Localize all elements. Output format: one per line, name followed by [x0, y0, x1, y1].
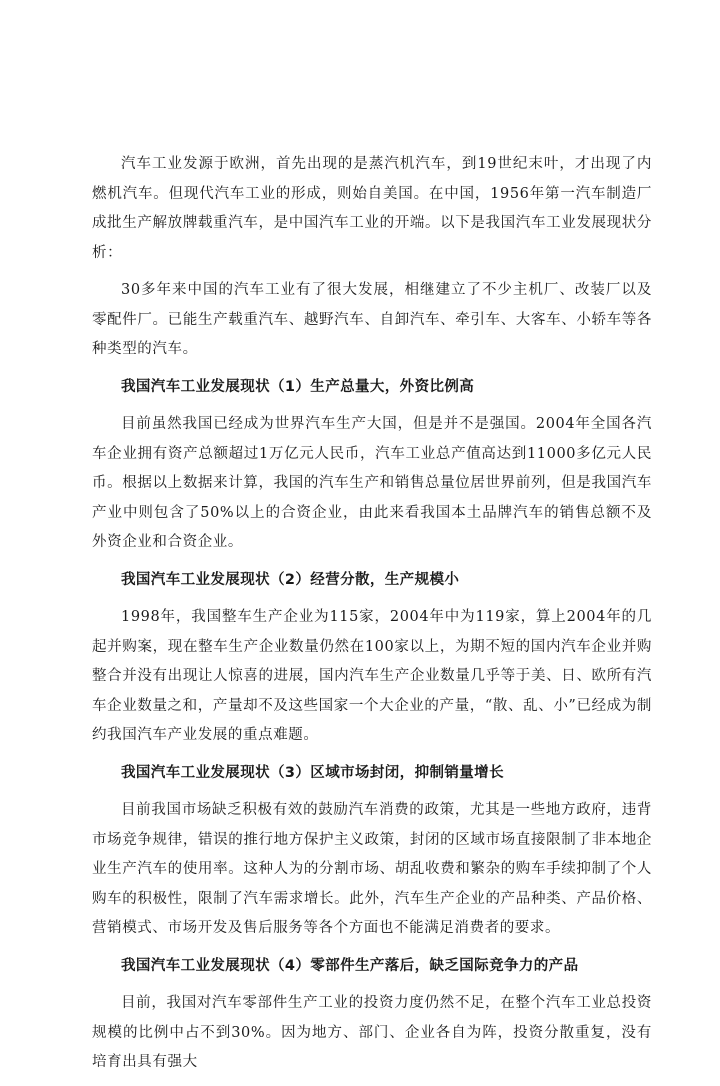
section-body: 1998年，我国整车生产企业为115家，2004年中为119家，算上2004年的几起并购案，现在整车生产企业数量仍然在100家以上，为期不短的国内汽车企业并购整合并没有出现让人惊喜的进展，国内汽车生产企业数量几乎等于美、日、欧所有汽车企业数量之和，产量却不及这些国家一个大企业的产量，“散、乱、小”已经成为制约我国汽车产业发展的重点难题。	[92, 609, 652, 743]
section-heading: 我国汽车工业发展现状（3）区域市场封闭，抑制销量增长	[121, 764, 504, 781]
section-heading: 我国汽车工业发展现状（4）零部件生产落后，缺乏国际竞争力的产品	[121, 957, 579, 974]
intro-paragraph: 汽车工业发源于欧洲，首先出现的是蒸汽机汽车，到19世纪末叶，才出现了内燃机汽车。但现代汽车工业的形成，则始自美国。在中国，1956年第一汽车制造厂成批生产解放牌载重汽车，是中国汽车工业的开端。以下是我国汽车工业发展现状分析：	[92, 156, 652, 261]
section-heading: 我国汽车工业发展现状（2）经营分散，生产规模小	[121, 571, 460, 588]
intro-paragraph: 30多年来中国的汽车工业有了很大发展，相继建立了不少主机厂、改装厂以及零配件厂。已能生产载重汽车、越野汽车、自卸汽车、牵引车、大客车、小轿车等各种类型的汽车。	[92, 282, 652, 357]
section-heading: 我国汽车工业发展现状（1）生产总量大，外资比例高	[121, 378, 475, 395]
section-body: 目前，我国对汽车零部件生产工业的投资力度仍然不足，在整个汽车工业总投资规模的比例中占不到30%。因为地方、部门、企业各自为阵，投资分散重复，没有培育出具有强大	[92, 995, 652, 1070]
section-body: 目前虽然我国已经成为世界汽车生产大国，但是并不是强国。2004年全国各汽车企业拥有资产总额超过1万亿元人民币，汽车工业总产值高达到11000多亿元人民币。根据以上数据来计算，我国的汽车生产和销售总量位居世界前列，但是我国汽车产业中则包含了50%以上的合资企业，由此来看我国本土品牌汽车的销售总额不及外资企业和合资企业。	[92, 416, 652, 550]
document-page	[92, 150, 652, 1086]
section-body: 目前我国市场缺乏积极有效的鼓励汽车消费的政策，尤其是一些地方政府，违背市场竞争规律，错误的推行地方保护主义政策，封闭的区域市场直接限制了非本地企业生产汽车的使用率。这种人为的分割市场、胡乱收费和繁杂的购车手续抑制了个人购车的积极性，限制了汽车需求增长。此外，汽车生产企业的产品种类、产品价格、营销模式、市场开发及售后服务等各个方面也不能满足消费者的要求。	[92, 802, 652, 936]
